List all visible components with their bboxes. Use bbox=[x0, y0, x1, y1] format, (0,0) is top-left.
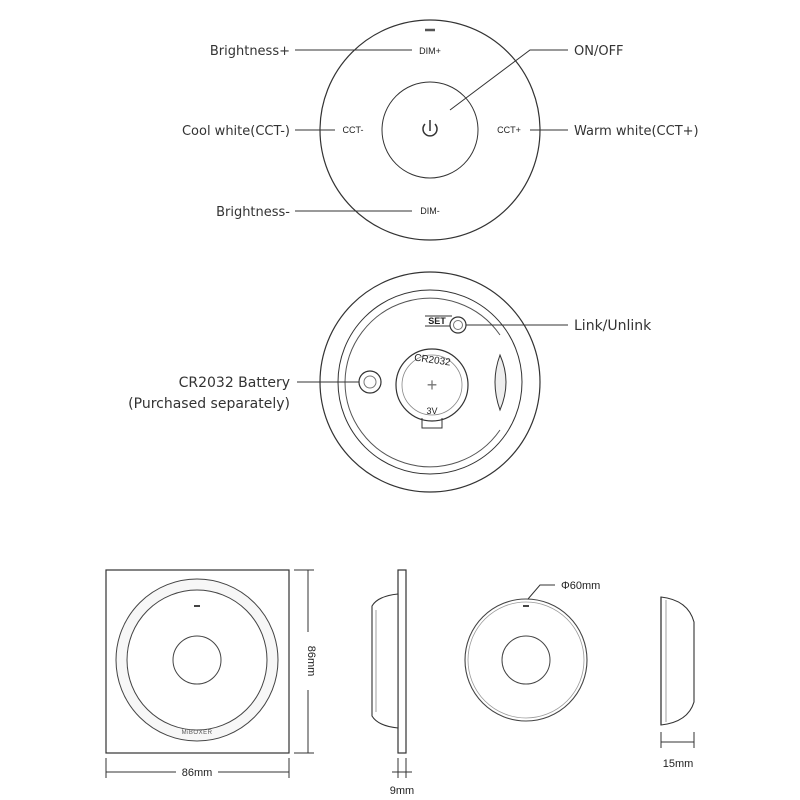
knob-diameter-label: Φ60mm bbox=[561, 580, 601, 592]
set-button bbox=[450, 317, 466, 333]
brand-logo: MiBOXER bbox=[181, 730, 213, 736]
cool-white-text: Cool white(CCT-) bbox=[181, 124, 290, 139]
panel-side-plate bbox=[398, 570, 406, 753]
panel-side-view bbox=[372, 570, 414, 797]
dim-plus-label: DIM+ bbox=[419, 46, 441, 56]
front-view bbox=[182, 20, 699, 240]
cct-plus-label: CCT+ bbox=[497, 125, 521, 135]
diameter-leader bbox=[528, 585, 555, 599]
knob-side-view bbox=[661, 597, 694, 770]
battery-text: CR2032 Battery bbox=[178, 375, 290, 391]
battery-voltage-text: 3V bbox=[426, 406, 438, 416]
back-view bbox=[128, 272, 652, 492]
panel-front-view bbox=[106, 570, 317, 779]
link-unlink-text: Link/Unlink bbox=[574, 318, 652, 334]
cct-minus-label: CCT- bbox=[342, 125, 364, 135]
battery-model-text: CR2032 bbox=[413, 352, 452, 369]
warm-white-text: Warm white(CCT+) bbox=[574, 124, 699, 139]
on-off-text: ON/OFF bbox=[574, 44, 624, 59]
brightness-minus-text: Brightness- bbox=[216, 205, 290, 220]
panel-center-button bbox=[173, 636, 221, 684]
panel-height-label: 86mm bbox=[305, 645, 317, 677]
brightness-plus-text: Brightness+ bbox=[209, 44, 290, 59]
dim-minus-label: DIM- bbox=[420, 206, 440, 216]
knob-depth-label: 15mm bbox=[662, 758, 694, 770]
panel-depth-label: 9mm bbox=[389, 785, 415, 797]
battery-plus-sign: + bbox=[426, 375, 438, 395]
knob-center-button bbox=[502, 636, 550, 684]
knob-front-view bbox=[465, 580, 600, 721]
battery-note-text: (Purchased separately) bbox=[128, 396, 290, 412]
set-label: SET bbox=[428, 316, 446, 326]
panel-width-label: 86mm bbox=[181, 767, 213, 779]
screw-hole bbox=[359, 371, 381, 393]
